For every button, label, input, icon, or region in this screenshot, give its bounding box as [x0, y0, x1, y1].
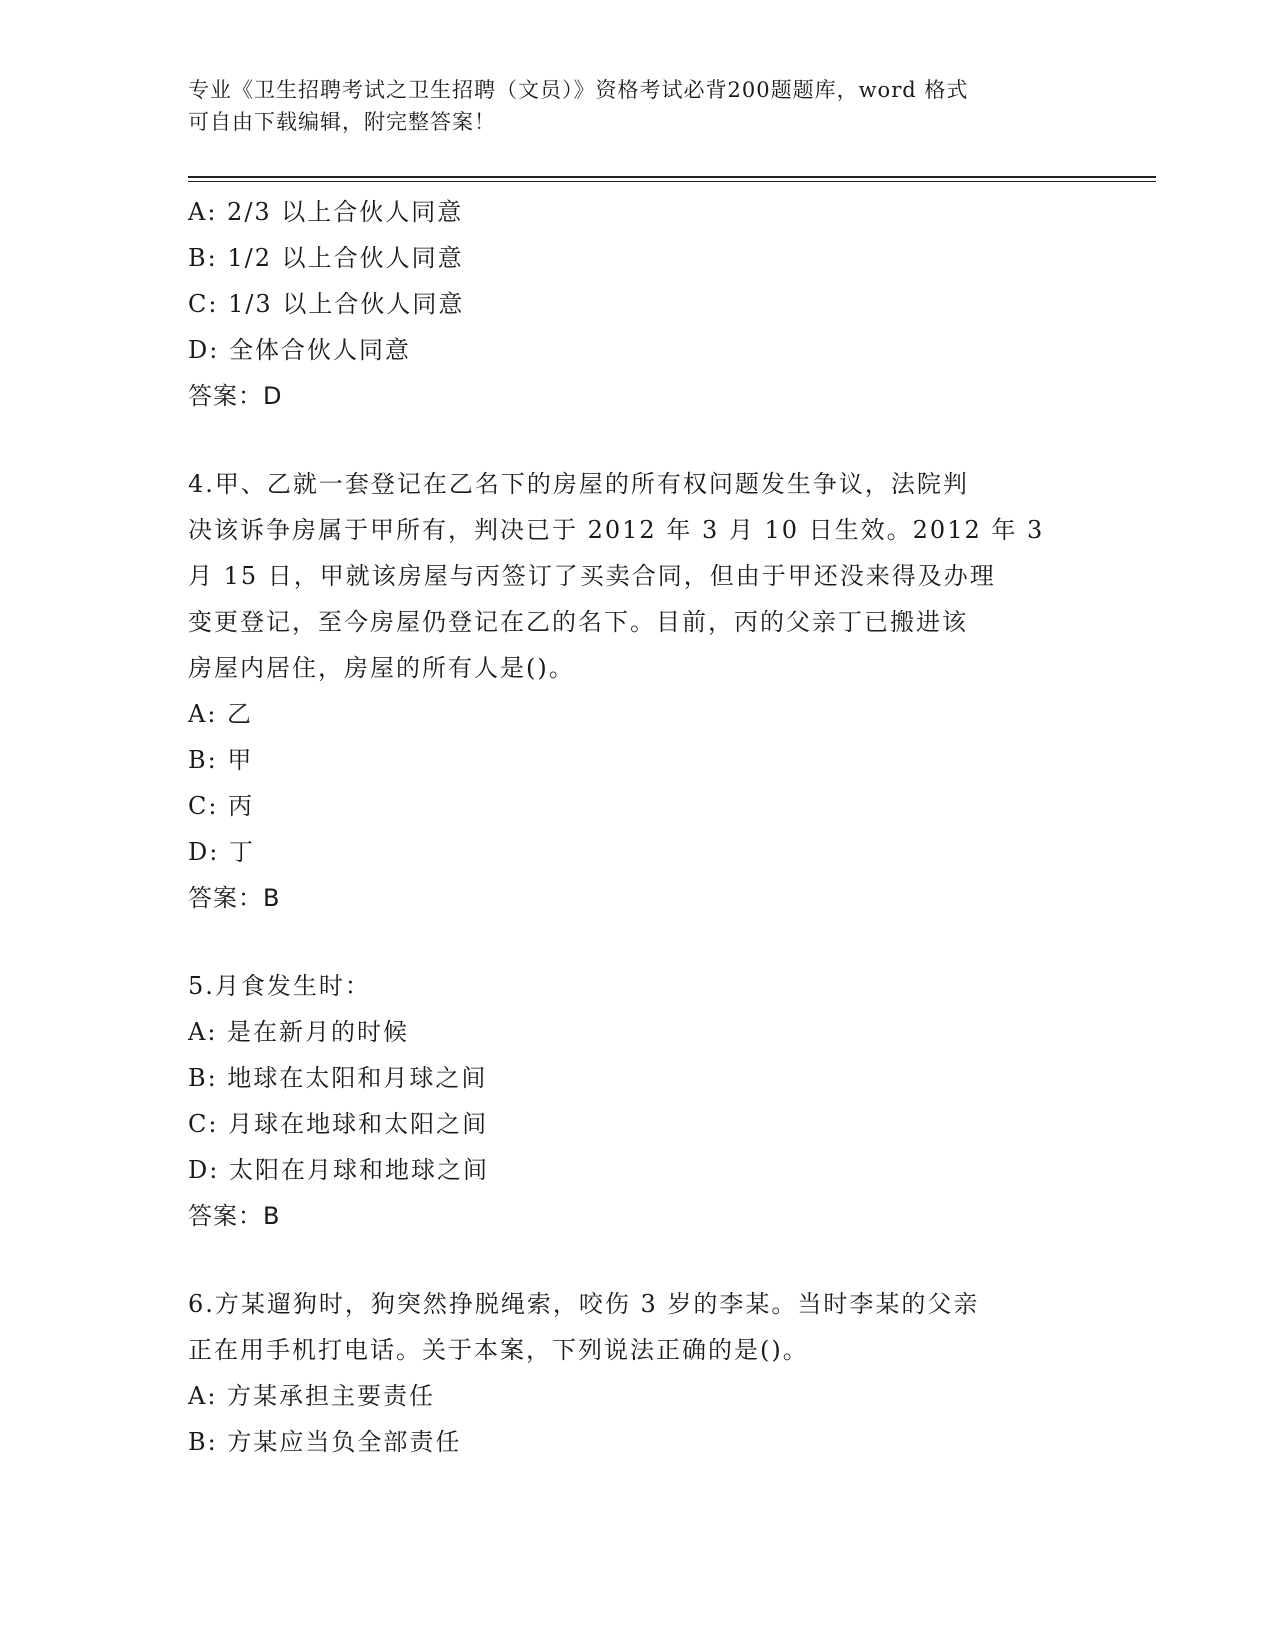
- spacer: [188, 419, 1088, 461]
- question-4-stem-line: 月 15 日，甲就该房屋与丙签订了买卖合同，但由于甲还没来得及办理: [188, 562, 996, 590]
- question-4-stem-line: 房屋内居住，房屋的所有人是()。: [188, 654, 575, 682]
- spacer: [188, 921, 1088, 963]
- question-5-answer: 答案：B: [188, 1202, 281, 1230]
- document-header: [188, 74, 1068, 138]
- question-4-option-b: B: 甲: [188, 746, 254, 774]
- question-4-stem-line: 决该诉争房属于甲所有，判决已于 2012 年 3 月 10 日生效。2012 年 3: [188, 516, 1045, 544]
- question-6-stem-line: 6.方某遛狗时，狗突然挣脱绳索，咬伤 3 岁的李某。当时李某的父亲: [188, 1290, 980, 1318]
- question-5-option-a: A: 是在新月的时候: [188, 1018, 410, 1046]
- spacer: [188, 1239, 1088, 1281]
- header-divider-thick: [188, 176, 1156, 178]
- question-4: [188, 461, 1088, 921]
- question-3-option-c: C: 1/3 以上合伙人同意: [188, 290, 465, 318]
- question-4-option-a: A: 乙: [188, 700, 254, 728]
- question-5-stem: 5.月食发生时：: [188, 972, 371, 1000]
- question-4-stem-line: 变更登记，至今房屋仍登记在乙的名下。目前，丙的父亲丁已搬进该: [188, 608, 968, 636]
- question-6-option-b: B: 方某应当负全部责任: [188, 1428, 462, 1456]
- question-6-option-a: A: 方某承担主要责任: [188, 1382, 436, 1410]
- question-4-stem-line: 4.甲、乙就一套登记在乙名下的房屋的所有权问题发生争议，法院判: [188, 470, 969, 498]
- header-title-line-1: 专业《卫生招聘考试之卫生招聘（文员）》资格考试必背200题题库，word 格式: [188, 78, 969, 102]
- question-3-option-b: B: 1/2 以上合伙人同意: [188, 244, 464, 272]
- header-title-line-2: 可自由下载编辑，附完整答案！: [188, 110, 496, 134]
- question-6-stem-line: 正在用手机打电话。关于本案，下列说法正确的是()。: [188, 1336, 809, 1364]
- question-5-option-b: B: 地球在太阳和月球之间: [188, 1064, 488, 1092]
- question-4-option-c: C: 丙: [188, 792, 255, 820]
- question-6: [188, 1281, 1088, 1465]
- question-5: [188, 963, 1088, 1239]
- question-4-option-d: D: 丁: [188, 838, 255, 866]
- question-3-answer: 答案：D: [188, 382, 283, 410]
- question-3: [188, 189, 1088, 419]
- question-4-answer: 答案：B: [188, 884, 281, 912]
- question-3-option-a: A: 2/3 以上合伙人同意: [188, 198, 464, 226]
- question-5-option-c: C: 月球在地球和太阳之间: [188, 1110, 489, 1138]
- question-3-option-d: D: 全体合伙人同意: [188, 336, 411, 364]
- question-list: [188, 189, 1088, 1465]
- header-divider-thin: [188, 181, 1156, 182]
- question-5-option-d: D: 太阳在月球和地球之间: [188, 1156, 489, 1184]
